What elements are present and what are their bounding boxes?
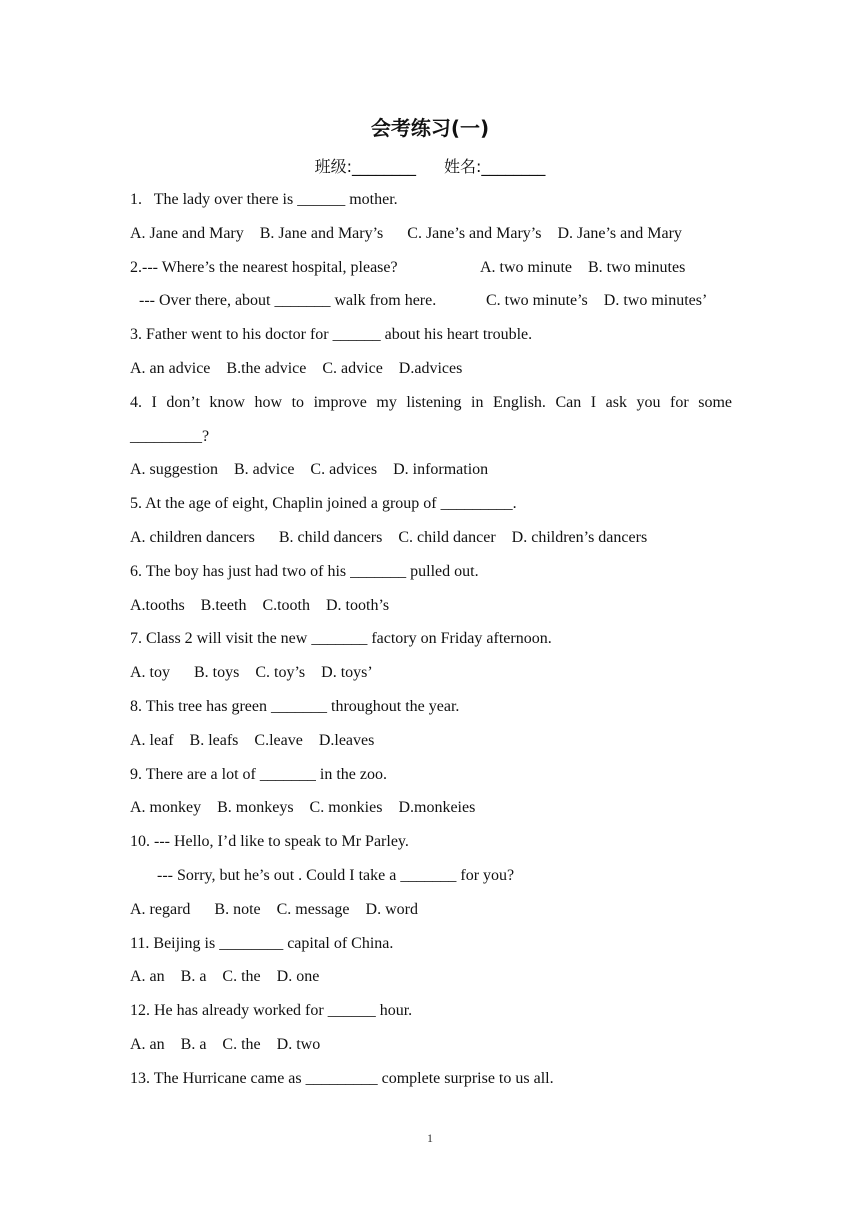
question-8-options: A. leaf B. leafs C.leave D.leaves [130,731,375,749]
question-12: 12. He has already worked for ______ hour. [130,1002,413,1020]
question-7: 7. Class 2 will visit the new _______ factory on Friday afternoon. [130,630,552,648]
question-10-line-2: --- Sorry, but he’s out . Could I take a _______ for you? [157,866,515,884]
question-10-options: A. regard B. note C. message D. word [130,900,418,918]
question-11-options: A. an B. a C. the D. one [130,968,320,986]
question-1-options: A. Jane and Mary B. Jane and Mary’s C. Jane’s and Mary’s D. Jane’s and Mary [130,224,682,242]
question-12-options: A. an B. a C. the D. two [130,1035,321,1053]
question-2-options-cd: C. two minute’s D. two minutes’ [486,292,708,310]
student-info [0,156,860,178]
question-4-options: A. suggestion B. advice C. advices D. information [130,461,489,479]
question-6-options: A.tooths B.teeth C.tooth D. tooth’s [130,596,390,614]
page-number: 1 [427,1131,433,1145]
question-5-options: A. children dancers B. child dancers C. child dancer D. children’s dancers [130,528,648,546]
question-9-options: A. monkey B. monkeys C. monkies D.monkeies [130,799,476,817]
question-5: 5. At the age of eight, Chaplin joined a group of _________. [130,495,517,513]
question-list [130,183,732,1096]
question-8: 8. This tree has green _______ throughout the year. [130,697,460,715]
question-9: 9. There are a lot of _______ in the zoo. [130,765,387,783]
question-10-line-1: 10. --- Hello, I’d like to speak to Mr Parley. [130,833,409,851]
question-7-options: A. toy B. toys C. toy’s D. toys’ [130,664,373,682]
question-2-options-ab: A. two minute B. two minutes [480,258,686,276]
name-field: 姓名:________ [444,157,546,176]
page-title: 会考练习(一) [370,116,490,140]
question-2-stem-2: --- Over there, about _______ walk from here. [139,292,437,310]
question-3-options: A. an advice B.the advice C. advice D.advices [130,359,463,377]
question-2-row-1 [130,251,732,285]
question-4-line-1: 4. I don’t know how to improve my listening in English. Can I ask you for some [130,393,732,411]
question-13: 13. The Hurricane came as _________ complete surprise to us all. [130,1069,554,1087]
question-3: 3. Father went to his doctor for ______ about his heart trouble. [130,326,533,344]
question-11: 11. Beijing is ________ capital of China. [130,934,394,952]
question-6: 6. The boy has just had two of his _______ pulled out. [130,562,479,580]
class-field: 班级:________ [314,157,416,176]
question-2-row-2 [130,284,732,318]
question-1: 1. The lady over there is ______ mother. [130,191,398,208]
question-2-stem: 2.--- Where’s the nearest hospital, please? [130,258,398,276]
question-4-line-2: _________? [130,427,210,445]
